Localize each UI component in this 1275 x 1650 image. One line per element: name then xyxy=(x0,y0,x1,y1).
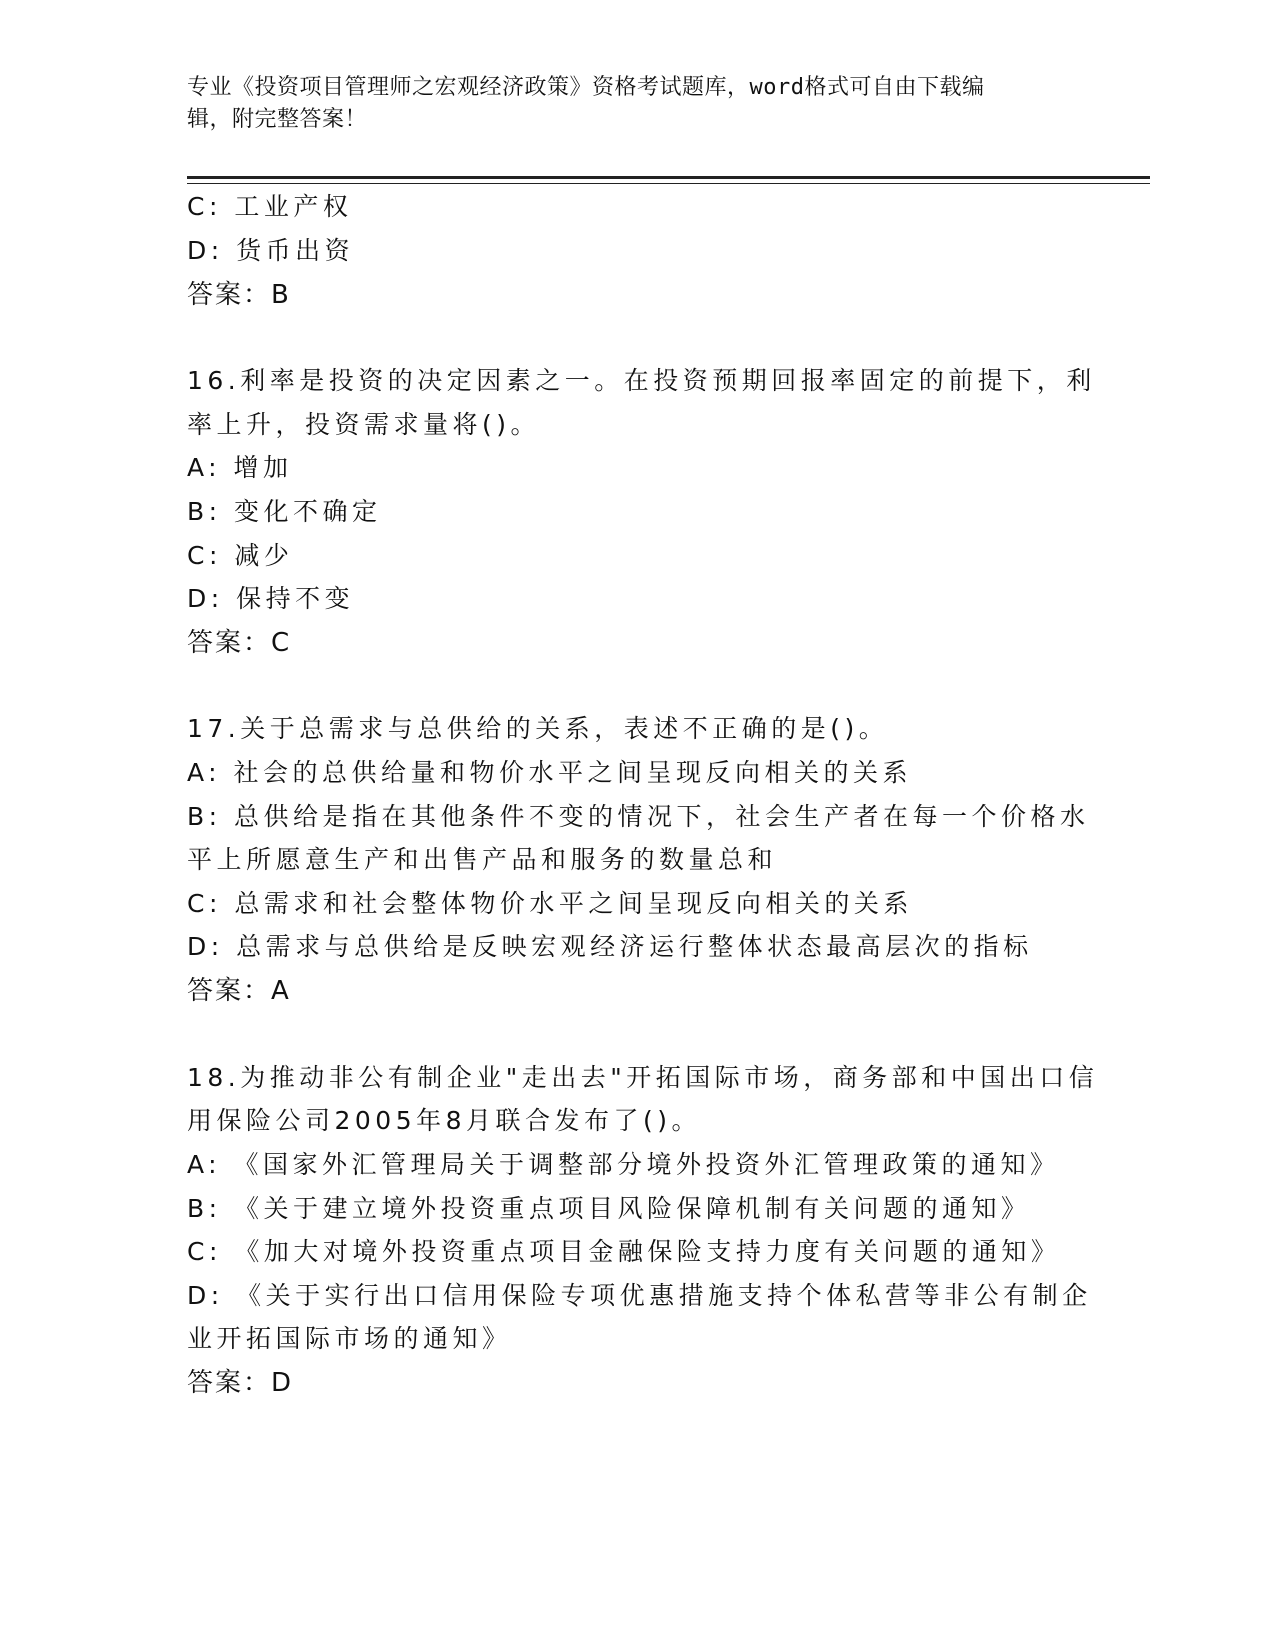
q16-option-a: A: 增加 xyxy=(187,453,293,482)
q18-stem-line-2: 用保险公司2005年8月联合发布了()。 xyxy=(187,1106,702,1135)
q18-option-b: B: 《关于建立境外投资重点项目风险保障机制有关问题的通知》 xyxy=(187,1194,1031,1223)
q18-option-d-line-1: D: 《关于实行出口信用保险专项优惠措施支持个体私营等非公有制企 xyxy=(187,1281,1092,1310)
header-divider-thin xyxy=(187,183,1150,184)
q16-option-c: C: 减少 xyxy=(187,541,294,570)
q17-option-b-line-1: B: 总供给是指在其他条件不变的情况下，社会生产者在每一个价格水 xyxy=(187,802,1090,831)
q18-option-c: C: 《加大对境外投资重点项目金融保险支持力度有关问题的通知》 xyxy=(187,1237,1061,1266)
q18-option-d-line-2: 业开拓国际市场的通知》 xyxy=(187,1324,512,1353)
header-line-1: 专业《投资项目管理师之宏观经济政策》资格考试题库，word格式可自由下载编 xyxy=(187,75,985,100)
q17-answer: 答案：A xyxy=(187,976,291,1006)
q17-stem-line-1: 17.关于总需求与总供给的关系，表述不正确的是()。 xyxy=(187,714,889,743)
q15-option-c: C: 工业产权 xyxy=(187,192,353,221)
q15-answer: 答案：B xyxy=(187,280,291,310)
q18-answer: 答案：D xyxy=(187,1368,294,1398)
q17-option-a: A: 社会的总供给量和物价水平之间呈现反向相关的关系 xyxy=(187,758,913,787)
document-header xyxy=(187,72,1067,136)
q16-stem-line-2: 率上升，投资需求量将()。 xyxy=(187,410,541,439)
q16-answer: 答案：C xyxy=(187,628,292,658)
q16-stem-line-1: 16.利率是投资的决定因素之一。在投资预期回报率固定的前提下，利 xyxy=(187,366,1096,395)
header-line-2: 辑，附完整答案！ xyxy=(187,107,368,132)
q17-option-c: C: 总需求和社会整体物价水平之间呈现反向相关的关系 xyxy=(187,889,913,918)
header-divider-thick xyxy=(187,176,1150,179)
q17-option-d: D: 总需求与总供给是反映宏观经济运行整体状态最高层次的指标 xyxy=(187,932,1033,961)
q15-option-d: D: 货币出资 xyxy=(187,236,355,265)
q17-option-b-line-2: 平上所愿意生产和出售产品和服务的数量总和 xyxy=(187,845,778,874)
q18-stem-line-1: 18.为推动非公有制企业"走出去"开拓国际市场，商务部和中国出口信 xyxy=(187,1063,1099,1092)
q18-option-a: A: 《国家外汇管理局关于调整部分境外投资外汇管理政策的通知》 xyxy=(187,1150,1060,1179)
q16-option-d: D: 保持不变 xyxy=(187,584,355,613)
q16-option-b: B: 变化不确定 xyxy=(187,497,382,526)
